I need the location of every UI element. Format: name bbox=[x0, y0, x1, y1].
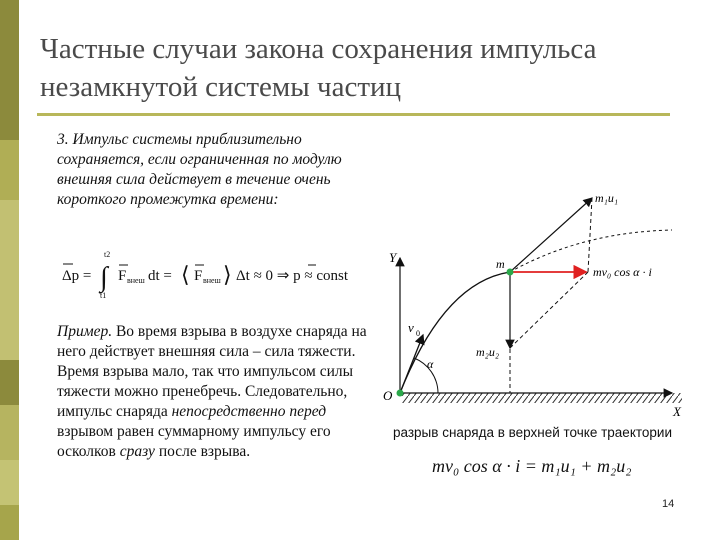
projectile-point bbox=[507, 269, 514, 276]
paragraph-1-text: 3. Импульс системы приблизительно сохраняется, если ограниченная по модулю внешняя сила действует в течение очень короткого промежутка времени: bbox=[57, 131, 342, 208]
sidebar-segment bbox=[0, 460, 19, 505]
sidebar-decoration bbox=[0, 0, 19, 540]
axis-x-label: X bbox=[673, 404, 681, 419]
formula-force: F bbox=[118, 268, 127, 284]
axis-y-label: Y bbox=[389, 250, 397, 265]
integral-sign: ∫ bbox=[100, 262, 108, 293]
equation-text: mv₀ cos α · i = m₁u₁ + m₂u₂ bbox=[432, 456, 632, 476]
title-line-1: Частные случаи закона сохранения импульса bbox=[40, 33, 597, 65]
v0-sub: 0 bbox=[416, 329, 420, 338]
parallelogram-side-2 bbox=[510, 272, 588, 348]
m2u2-label: m₂u₂ bbox=[476, 345, 500, 359]
bracket-right: ⟩ bbox=[223, 262, 232, 287]
paragraph-2 bbox=[57, 322, 377, 462]
paragraph-2-text-3: после взрыва. bbox=[154, 443, 251, 460]
trajectory-diagram bbox=[372, 180, 692, 450]
paragraph-2-text-2: взрывом равен суммарному импульсу его осколков bbox=[57, 423, 331, 460]
sidebar-segment bbox=[0, 405, 19, 460]
alpha-label: α bbox=[427, 357, 434, 371]
origin-point bbox=[397, 390, 404, 397]
paragraph-1 bbox=[57, 130, 387, 210]
v0-vector bbox=[400, 335, 423, 393]
formula-rest: Δt ≈ 0 ⇒ p ≈ const bbox=[236, 268, 349, 284]
formula-force-sub-2: внеш bbox=[203, 276, 221, 285]
formula-force-2: F bbox=[194, 268, 203, 284]
parallelogram-side-1 bbox=[588, 198, 592, 272]
explosion-equation bbox=[430, 450, 670, 488]
v0-label: v bbox=[408, 320, 414, 335]
example-lead: Пример. bbox=[57, 323, 113, 340]
formula-lhs: Δp = bbox=[62, 268, 92, 284]
sidebar-segment bbox=[0, 200, 19, 360]
paragraph-2-text-1: Во время взрыва в воздухе снаряда на него действует внешняя сила – сила тяжести. Время взрыва мало, так что импульсом силы тяжести можно пренебречь. Следовательно, импульс снаряда bbox=[57, 323, 367, 420]
title-line-2: незамкнутой системы частиц bbox=[40, 71, 402, 103]
sidebar-segment bbox=[0, 360, 19, 405]
slide-title bbox=[40, 30, 680, 106]
sidebar-segment bbox=[0, 0, 19, 140]
momentum-formula bbox=[60, 248, 372, 302]
page-number: 14 bbox=[662, 498, 675, 510]
mv-label: mv₀ cos α · i bbox=[593, 265, 652, 279]
formula-dt: dt = bbox=[148, 268, 172, 284]
title-underline bbox=[37, 113, 670, 116]
m1u1-label: m₁u₁ bbox=[595, 191, 619, 205]
paragraph-2-italic-2: сразу bbox=[119, 443, 155, 460]
paragraph-2-italic-1: непосредственно перед bbox=[171, 403, 327, 420]
diagram-caption: разрыв снаряда в верхней точке траектории bbox=[393, 425, 673, 440]
sidebar-segment bbox=[0, 140, 19, 200]
integral-lower: t1 bbox=[100, 291, 107, 300]
ground-hatch bbox=[402, 393, 682, 403]
bracket-left: ⟨ bbox=[181, 262, 190, 287]
formula-force-sub: внеш bbox=[127, 276, 145, 285]
alpha-arc bbox=[414, 358, 438, 393]
m-label: m bbox=[496, 257, 505, 271]
integral-upper: t2 bbox=[104, 250, 111, 259]
origin-label: O bbox=[383, 388, 393, 403]
sidebar-segment bbox=[0, 505, 19, 540]
m1u1-vector bbox=[510, 198, 592, 272]
